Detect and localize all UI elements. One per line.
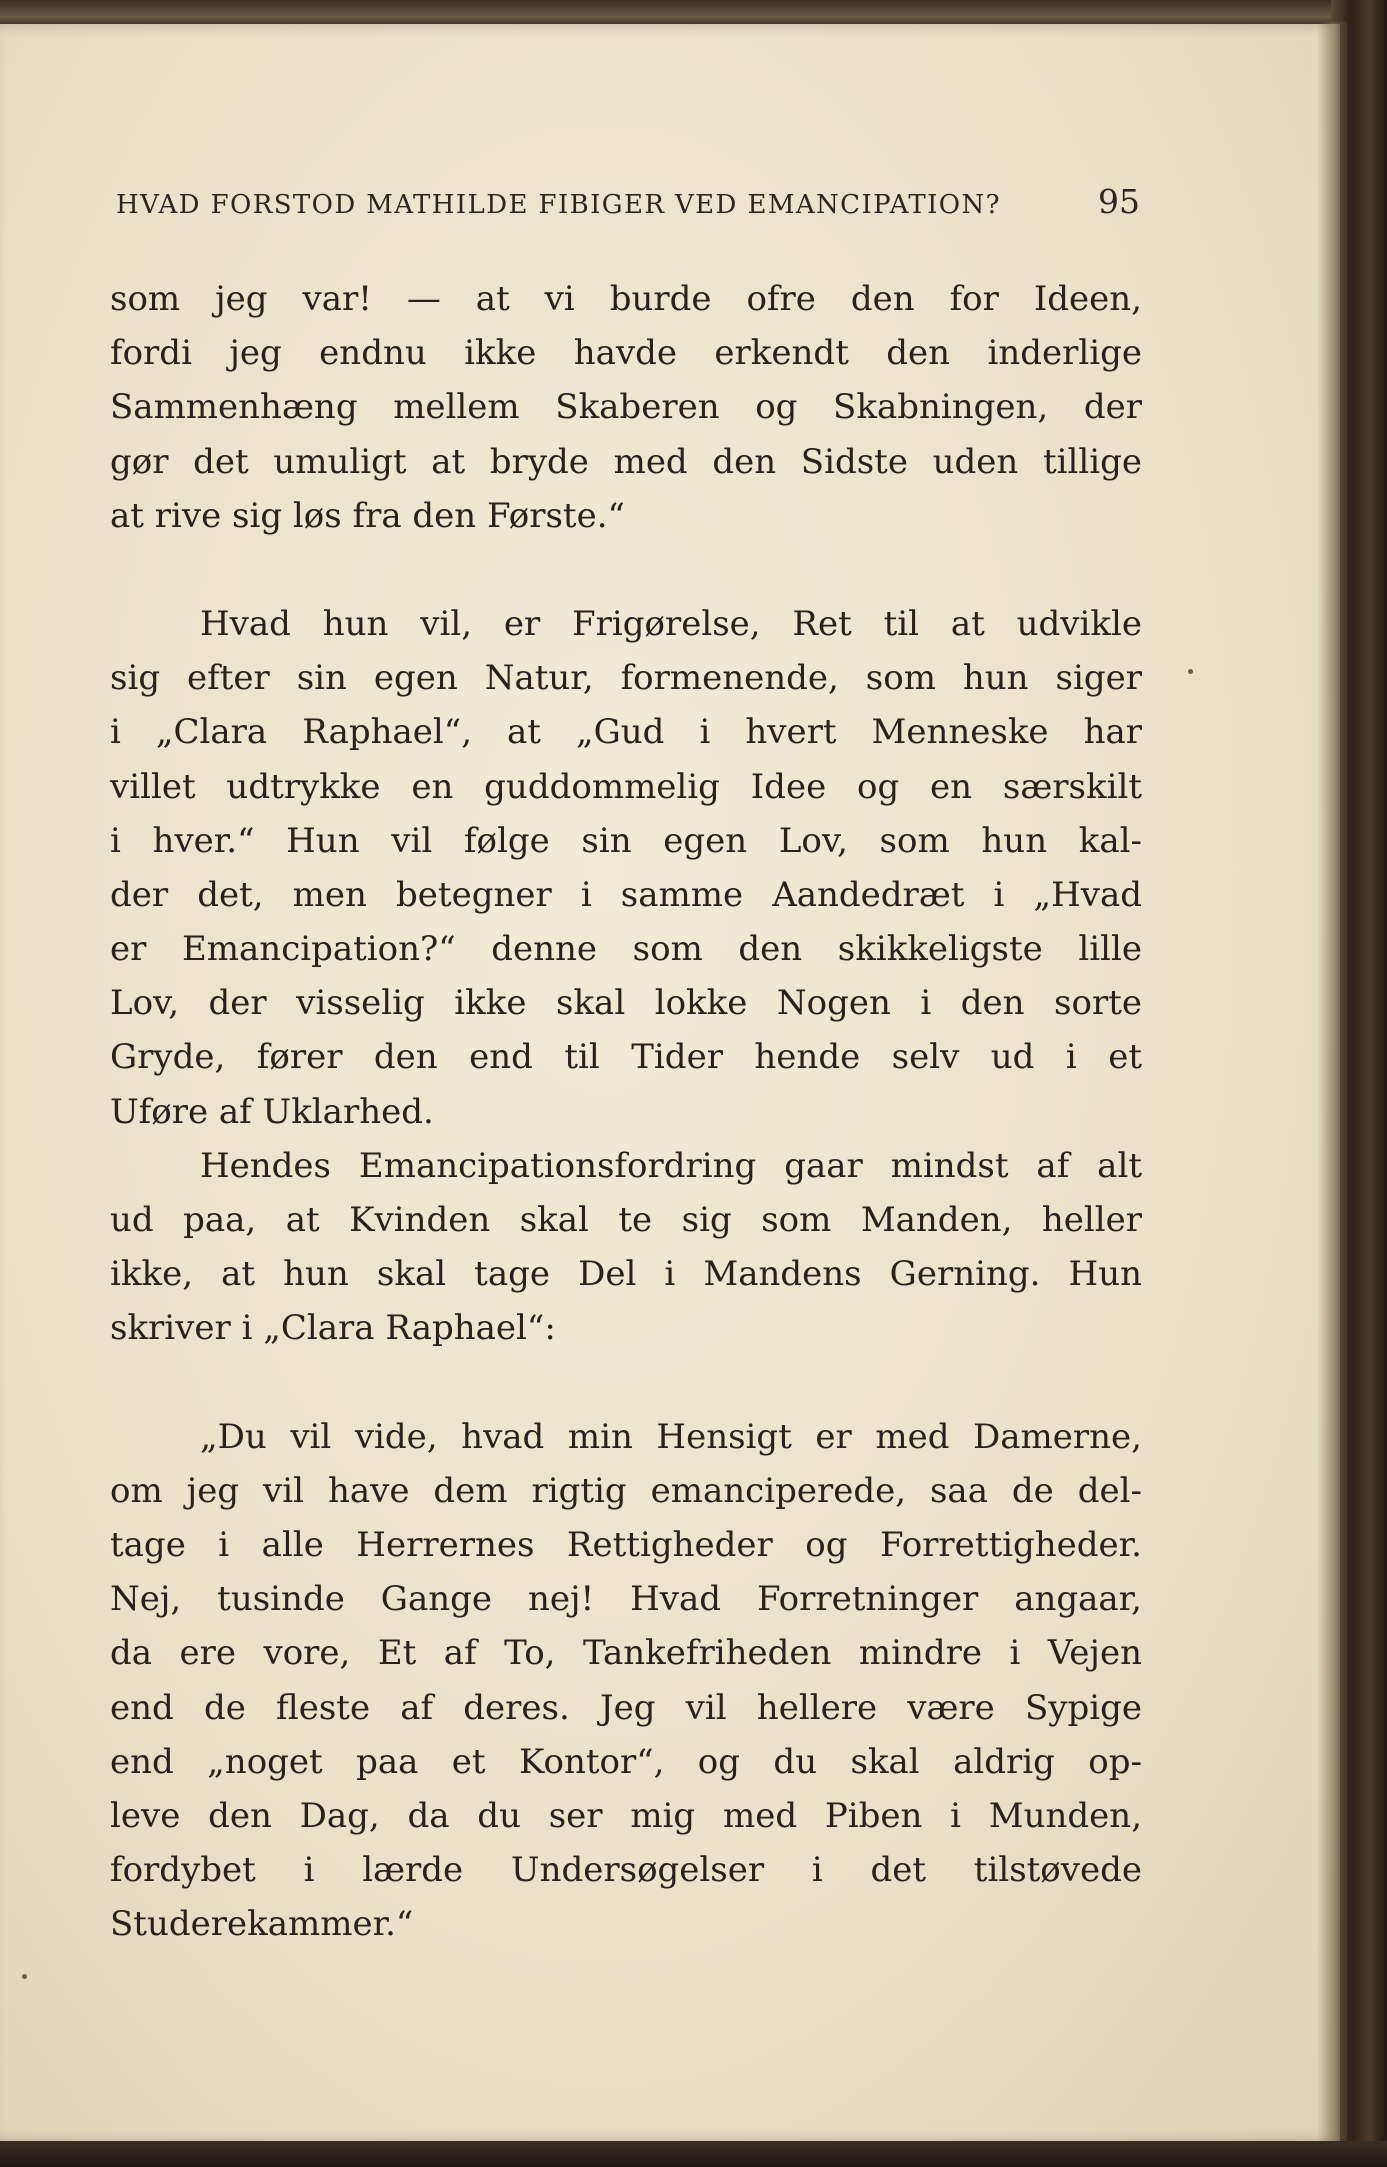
paragraph <box>110 272 1142 543</box>
text-line: Nej, tusinde Gange nej! Hvad Forretninger angaar, <box>110 1579 1142 1620</box>
text-line: end „noget paa et Kontor“, og du skal aldrig op- <box>110 1741 1142 1782</box>
text-line: Sammenhæng mellem Skaberen og Skabningen, der <box>110 387 1142 428</box>
text-line: Uføre af Uklarhed. <box>110 1091 434 1132</box>
quotation-paragraph <box>110 1410 1142 1952</box>
text-line: end de fleste af deres. Jeg vil hellere være Sypige <box>110 1687 1142 1728</box>
text-line: leve den Dag, da du ser mig med Piben i Munden, <box>110 1795 1142 1836</box>
page-edge-shadow <box>1317 22 1347 2142</box>
text-line: at rive sig løs fra den Første.“ <box>110 495 625 536</box>
text-line: i „Clara Raphael“, at „Gud i hvert Menneske har <box>110 712 1142 753</box>
text-line: fordybet i lærde Undersøgelser i det tilstøvede <box>110 1850 1142 1891</box>
text-line: Gryde, fører den end til Tider hende selv ud i et <box>110 1037 1142 1078</box>
text-line: gør det umuligt at bryde med den Sidste uden tillige <box>110 441 1142 482</box>
page-header <box>116 182 1140 221</box>
paragraph-gap <box>110 543 1142 597</box>
paragraph <box>110 597 1142 1139</box>
running-head: HVAD FORSTOD MATHILDE FIBIGER VED EMANCIPATION? <box>116 190 1002 220</box>
body-text <box>110 272 1142 1951</box>
text-line: ud paa, at Kvinden skal te sig som Manden, heller <box>110 1200 1142 1240</box>
text-line: villet udtrykke en guddommelig Idee og en særskilt <box>110 766 1142 807</box>
page-number: 95 <box>1098 182 1140 221</box>
book-page <box>0 24 1340 2142</box>
page-bottom-edge <box>0 2141 1387 2167</box>
text-line: er Emancipation?“ denne som den skikkeligste lille <box>110 929 1142 970</box>
text-line: tage i alle Herrernes Rettigheder og Forrettigheder. <box>110 1524 1142 1565</box>
text-line: Hvad hun vil, er Frigørelse, Ret til at udvikle <box>200 603 1142 644</box>
text-line: „Du vil vide, hvad min Hensigt er med Damerne, <box>200 1416 1142 1457</box>
text-line: som jeg var! — at vi burde ofre den for Ideen, <box>110 279 1142 319</box>
text-line: ikke, at hun skal tage Del i Mandens Gerning. Hun <box>110 1254 1142 1295</box>
margin-speck <box>22 1974 27 1979</box>
text-line: om jeg vil have dem rigtig emanciperede, saa de del- <box>110 1470 1142 1511</box>
text-line: Hendes Emancipationsfordring gaar mindst af alt <box>200 1145 1142 1186</box>
text-line: Lov, der visselig ikke skal lokke Nogen i den sorte <box>110 983 1142 1024</box>
text-line: da ere vore, Et af To, Tankefriheden mindre i Vejen <box>110 1633 1142 1674</box>
text-line: sig efter sin egen Natur, formenende, som hun siger <box>110 658 1142 699</box>
text-line: fordi jeg endnu ikke havde erkendt den inderlige <box>110 333 1142 374</box>
text-line: Studerekammer.“ <box>110 1904 414 1945</box>
text-line: der det, men betegner i samme Aandedræt i „Hvad <box>110 874 1142 915</box>
paragraph <box>110 1139 1142 1356</box>
text-line: skriver i „Clara Raphael“: <box>110 1308 556 1349</box>
margin-speck <box>1188 669 1193 674</box>
paragraph-gap <box>110 1356 1142 1410</box>
text-line: i hver.“ Hun vil følge sin egen Lov, som hun kal- <box>110 820 1142 861</box>
